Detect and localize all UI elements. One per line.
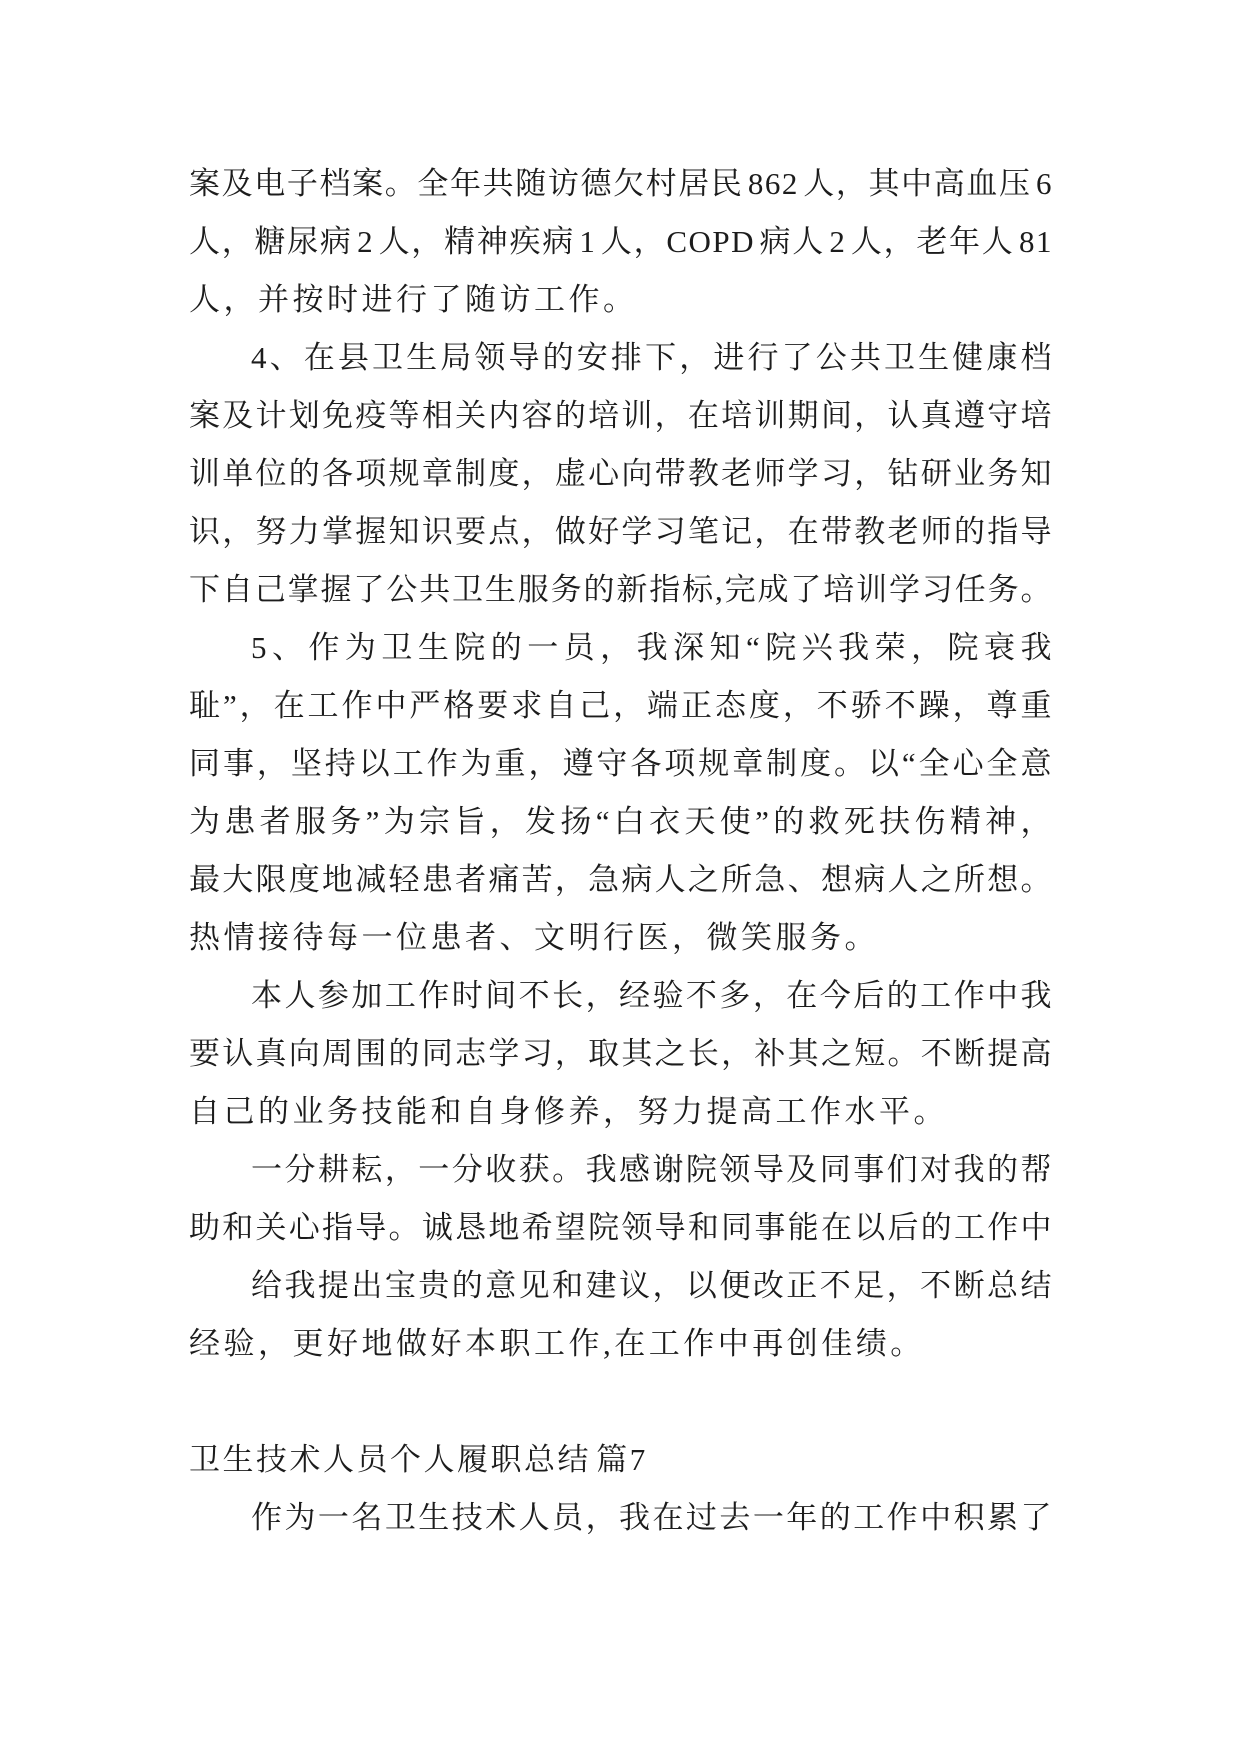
body-line: 最大限度地减轻患者痛苦，急病人之所急、想病人之所想。	[189, 862, 1053, 897]
body-line: 经验，更好地做好本职工作,在工作中再创佳绩。	[189, 1326, 925, 1361]
body-line: 识，努力掌握知识要点，做好学习笔记，在带教老师的指导	[189, 514, 1053, 549]
body-line: 本人参加工作时间不长，经验不多，在今后的工作中我	[251, 978, 1053, 1013]
body-line: 助和关心指导。诚恳地希望院领导和同事能在以后的工作中	[189, 1210, 1053, 1245]
body-line: 训单位的各项规章制度，虚心向带教老师学习，钻研业务知	[189, 456, 1053, 491]
body-line: 要认真向周围的同志学习，取其之长，补其之短。不断提高	[189, 1036, 1053, 1071]
body-line: 耻”，在工作中严格要求自己，端正态度，不骄不躁，尊重	[189, 688, 1053, 723]
body-line: 人，糖尿病 2 人，精神疾病 1 人，COPD 病人 2 人，老年人 81	[189, 224, 1053, 259]
body-line: 下自己掌握了公共卫生服务的新指标,完成了培训学习任务。	[189, 572, 1053, 607]
body-line: 案及计划免疫等相关内容的培训，在培训期间，认真遵守培	[189, 398, 1053, 433]
body-line: 热情接待每一位患者、文明行医，微笑服务。	[189, 920, 879, 955]
body-line: 为患者服务”为宗旨，发扬“白衣天使”的救死扶伤精神，	[189, 804, 1053, 839]
body-line: 作为一名卫生技术人员，我在过去一年的工作中积累了	[251, 1500, 1053, 1535]
body-line: 自己的业务技能和自身修养，努力提高工作水平。	[189, 1094, 948, 1129]
section-heading: 卫生技术人员个人履职总结 篇7	[189, 1442, 648, 1477]
body-line: 5、作为卫生院的一员，我深知“院兴我荣，院衰我	[251, 630, 1053, 665]
body-line: 一分耕耘，一分收获。我感谢院领导及同事们对我的帮	[251, 1152, 1053, 1187]
body-line: 人，并按时进行了随访工作。	[189, 282, 638, 317]
text-body	[189, 155, 1053, 1547]
body-line: 同事，坚持以工作为重，遵守各项规章制度。以“全心全意	[189, 746, 1053, 781]
body-line: 案及电子档案。全年共随访德欠村居民 862 人，其中高血压 6	[189, 166, 1053, 201]
body-line: 4、在县卫生局领导的安排下，进行了公共卫生健康档	[251, 340, 1053, 375]
body-line: 给我提出宝贵的意见和建议，以便改正不足，不断总结	[251, 1268, 1053, 1303]
